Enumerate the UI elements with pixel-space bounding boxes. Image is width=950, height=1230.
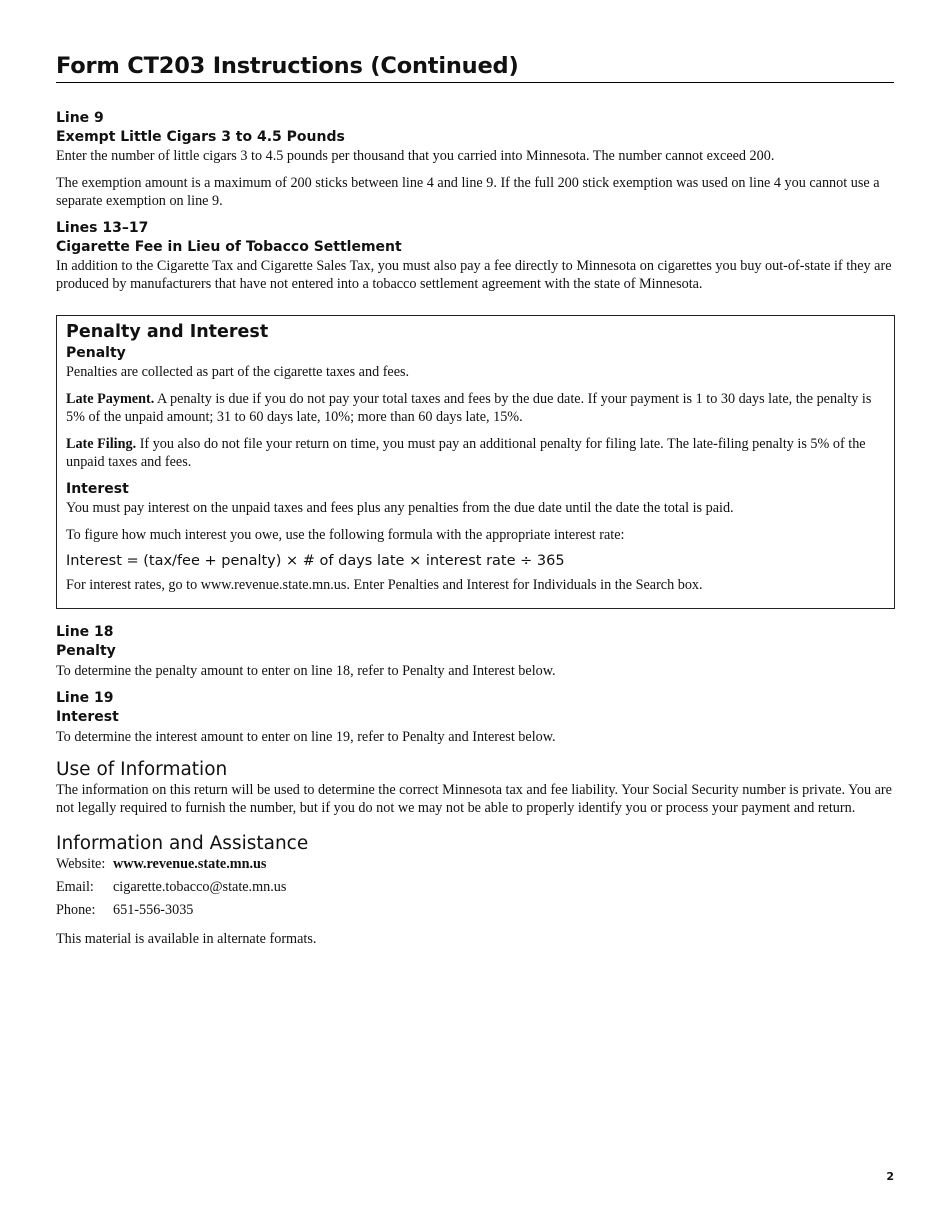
email-link[interactable]: cigarette.tobacco@state.mn.us <box>113 879 287 895</box>
alternate-formats-note: This material is available in alternate formats. <box>56 931 317 947</box>
line-18-subheading: Penalty <box>56 643 116 659</box>
lines-13-17-subheading: Cigarette Fee in Lieu of Tobacco Settlement <box>56 239 402 255</box>
line-19-heading: Line 19 <box>56 690 114 706</box>
line-9-heading: Line 9 <box>56 110 104 126</box>
late-payment-label: Late Payment. <box>66 391 155 407</box>
section-lines-13-17 <box>56 219 894 293</box>
penalty-paragraph: Penalties are collected as part of the cigarette taxes and fees. <box>66 364 410 380</box>
page-content <box>56 50 894 948</box>
section-line-18 <box>56 623 894 680</box>
penalty-interest-box <box>56 315 895 609</box>
late-payment-paragraph <box>66 390 885 426</box>
section-use-of-information <box>56 758 894 817</box>
interest-heading: Interest <box>66 481 129 497</box>
use-of-information-heading: Use of Information <box>56 759 228 780</box>
line-9-paragraph-1: Enter the number of little cigars 3 to 4.5 pounds per thousand that you carried into Minnesota. The number cannot exceed 200. <box>56 148 775 164</box>
website-link[interactable]: www.revenue.state.mn.us <box>113 856 267 872</box>
email-label: Email: <box>56 879 94 895</box>
website-row <box>56 855 894 873</box>
page-title: Form CT203 Instructions (Continued) <box>56 50 894 83</box>
late-filing-label: Late Filing. <box>66 436 137 452</box>
website-label: Website: <box>56 856 106 872</box>
line-9-paragraph-2: The exemption amount is a maximum of 200 sticks between line 4 and line 9. If the full 200 stick exemption was used on line 4 you cannot use a separate exemption on line 9. <box>56 175 880 209</box>
section-line-19 <box>56 689 894 746</box>
section-line-9 <box>56 109 894 210</box>
email-row <box>56 876 894 899</box>
lines-13-17-heading: Lines 13–17 <box>56 220 149 236</box>
line-19-paragraph: To determine the interest amount to enter on line 19, refer to Penalty and Interest below. <box>56 729 556 745</box>
line-18-paragraph: To determine the penalty amount to enter on line 18, refer to Penalty and Interest below. <box>56 663 556 679</box>
phone-value: 651-556-3035 <box>113 901 194 918</box>
penalty-heading: Penalty <box>66 345 126 361</box>
page-number: 2 <box>886 1170 894 1183</box>
interest-paragraph-1: You must pay interest on the unpaid taxes and fees plus any penalties from the due date until the date the total is paid. <box>66 500 734 516</box>
interest-paragraph-2: To figure how much interest you owe, use the following formula with the appropriate interest rate: <box>66 527 625 543</box>
line-19-subheading: Interest <box>56 709 119 725</box>
penalty-interest-heading: Penalty and Interest <box>66 322 269 342</box>
interest-paragraph-3: For interest rates, go to www.revenue.state.mn.us. Enter Penalties and Interest for Individuals in the Search box. <box>66 577 703 593</box>
line-9-subheading: Exempt Little Cigars 3 to 4.5 Pounds <box>56 129 345 145</box>
line-18-heading: Line 18 <box>56 624 114 640</box>
late-filing-paragraph <box>66 435 885 471</box>
late-filing-text: If you also do not file your return on time, you must pay an additional penalty for filing late. The late-filing penalty is 5% of the unpaid taxes and fees. <box>66 436 866 470</box>
late-payment-text: A penalty is due if you do not pay your total taxes and fees by the due date. If your payment is 1 to 30 days late, the penalty is 5% of the unpaid amount; 31 to 60 days late, 10%; more than 60 days late, 15%. <box>66 391 872 425</box>
phone-label: Phone: <box>56 901 96 918</box>
phone-row <box>56 899 894 922</box>
section-information-assistance <box>56 832 894 948</box>
lines-13-17-paragraph: In addition to the Cigarette Tax and Cigarette Sales Tax, you must also pay a fee directly to Minnesota on cigarettes you buy out-of-state if they are produced by manufacturers that have not entered into a tobacco settlement agreement with the state of Minnesota. <box>56 258 892 292</box>
information-assistance-heading: Information and Assistance <box>56 833 309 854</box>
use-of-information-paragraph: The information on this return will be used to determine the correct Minnesota tax and fee liability. Your Social Security number is private. You are not legally required to furnish the number, but if you do not we may not be able to properly identify you or process your payment and return. <box>56 782 892 816</box>
interest-formula: Interest = (tax/fee + penalty) × # of days late × interest rate ÷ 365 <box>66 553 565 569</box>
